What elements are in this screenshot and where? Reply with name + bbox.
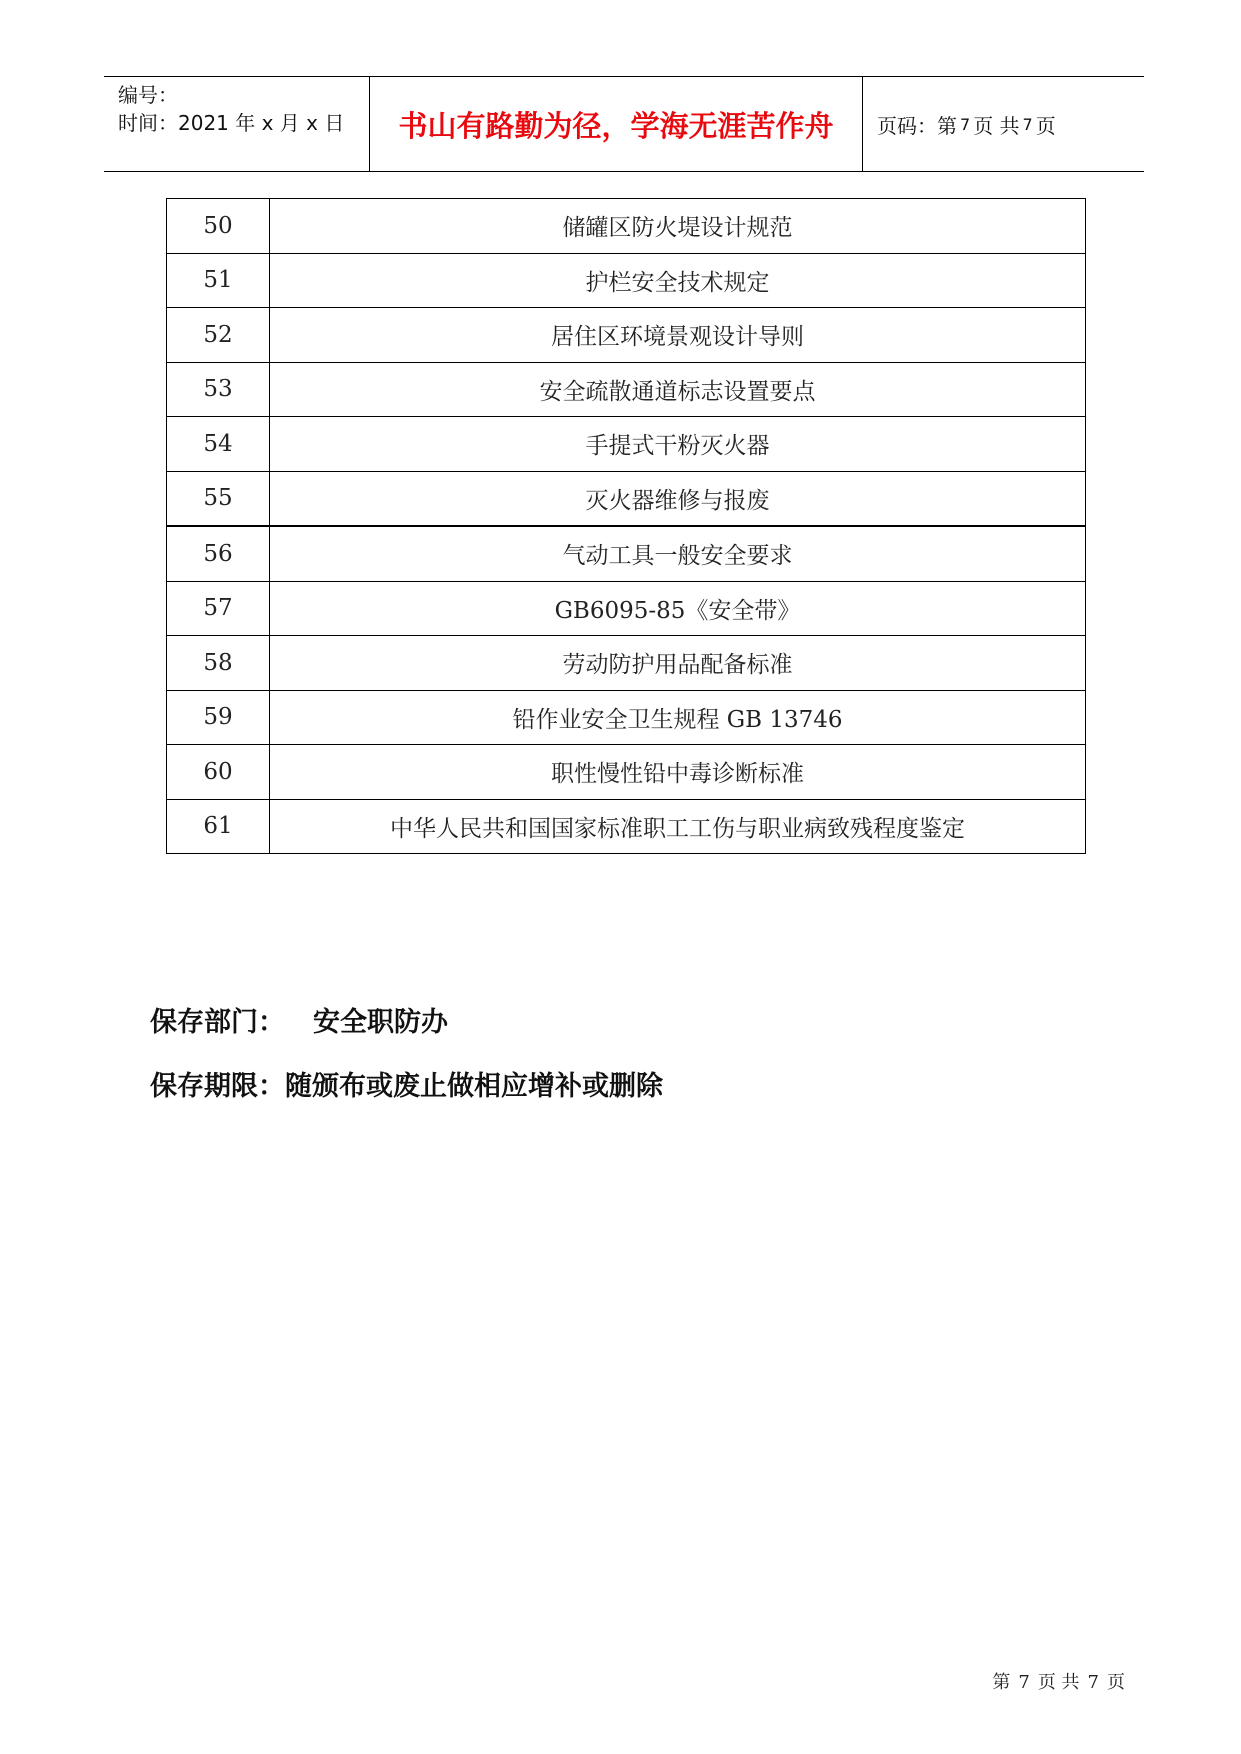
table-row: [167, 471, 1086, 526]
row-number: 60: [167, 745, 270, 800]
row-number: 59: [167, 690, 270, 745]
header-motto: 书山有路勤为径，学海无涯苦作舟: [370, 77, 863, 171]
header-page-prefix: 页码：第: [877, 113, 957, 138]
table-row: [167, 799, 1086, 854]
header-page-total: 7: [1022, 114, 1033, 134]
row-title: 职性慢性铅中毒诊断标准: [270, 745, 1086, 800]
document-number-label: 编号：: [118, 83, 178, 107]
header-page-suffix: 页: [1035, 113, 1056, 138]
table-row: [167, 308, 1086, 363]
row-number: 52: [167, 308, 270, 363]
footer-current: 7: [1018, 1672, 1030, 1693]
table-row: [167, 199, 1086, 254]
row-number: 58: [167, 636, 270, 691]
row-title: 劳动防护用品配备标准: [270, 636, 1086, 691]
retention-department: [150, 1000, 448, 1039]
retention-department-value: 安全职防办: [313, 1007, 448, 1038]
header-page-info: [863, 77, 1144, 171]
row-title: 中华人民共和国国家标准职工工伤与职业病致残程度鉴定: [270, 799, 1086, 854]
row-title: 灭火器维修与报废: [270, 471, 1086, 526]
header-meta-cell: [104, 77, 370, 171]
table-row: [167, 417, 1086, 472]
table-row: [167, 690, 1086, 745]
row-number: 51: [167, 253, 270, 308]
page-header: [104, 76, 1144, 172]
header-page-current: 7: [960, 114, 971, 134]
footer-total: 7: [1087, 1672, 1099, 1693]
row-title: 手提式干粉灭火器: [270, 417, 1086, 472]
row-title: 居住区环境景观设计导则: [270, 308, 1086, 363]
footer-suffix: 页: [1107, 1672, 1125, 1693]
footer-mid: 页 共: [1037, 1672, 1080, 1693]
table-row: [167, 636, 1086, 691]
standards-table: [166, 198, 1086, 854]
row-number: 54: [167, 417, 270, 472]
row-number: 57: [167, 581, 270, 636]
row-title: 铅作业安全卫生规程 GB 13746: [270, 690, 1086, 745]
document-date: 时间：2021 年 x 月 x 日: [118, 111, 345, 135]
retention-period: [150, 1064, 663, 1103]
table-row: [167, 745, 1086, 800]
row-number: 50: [167, 199, 270, 254]
retention-department-label: 保存部门：: [150, 1007, 285, 1038]
retention-period-label: 保存期限：: [150, 1071, 285, 1102]
row-number: 53: [167, 362, 270, 417]
table-row: [167, 253, 1086, 308]
row-title: 安全疏散通道标志设置要点: [270, 362, 1086, 417]
row-title: 气动工具一般安全要求: [270, 526, 1086, 581]
footer-prefix: 第: [992, 1672, 1011, 1693]
table-row: [167, 581, 1086, 636]
row-number: 61: [167, 799, 270, 854]
table-row: [167, 362, 1086, 417]
retention-period-value: 随颁布或废止做相应增补或删除: [285, 1071, 663, 1102]
row-title: GB6095-85《安全带》: [270, 581, 1086, 636]
table-row: [167, 526, 1086, 581]
page-footer-number: [988, 1668, 1129, 1694]
row-number: 55: [167, 471, 270, 526]
row-title: 护栏安全技术规定: [270, 253, 1086, 308]
row-number: 56: [167, 526, 270, 581]
header-page-mid: 页 共: [973, 113, 1020, 138]
row-title: 储罐区防火堤设计规范: [270, 199, 1086, 254]
